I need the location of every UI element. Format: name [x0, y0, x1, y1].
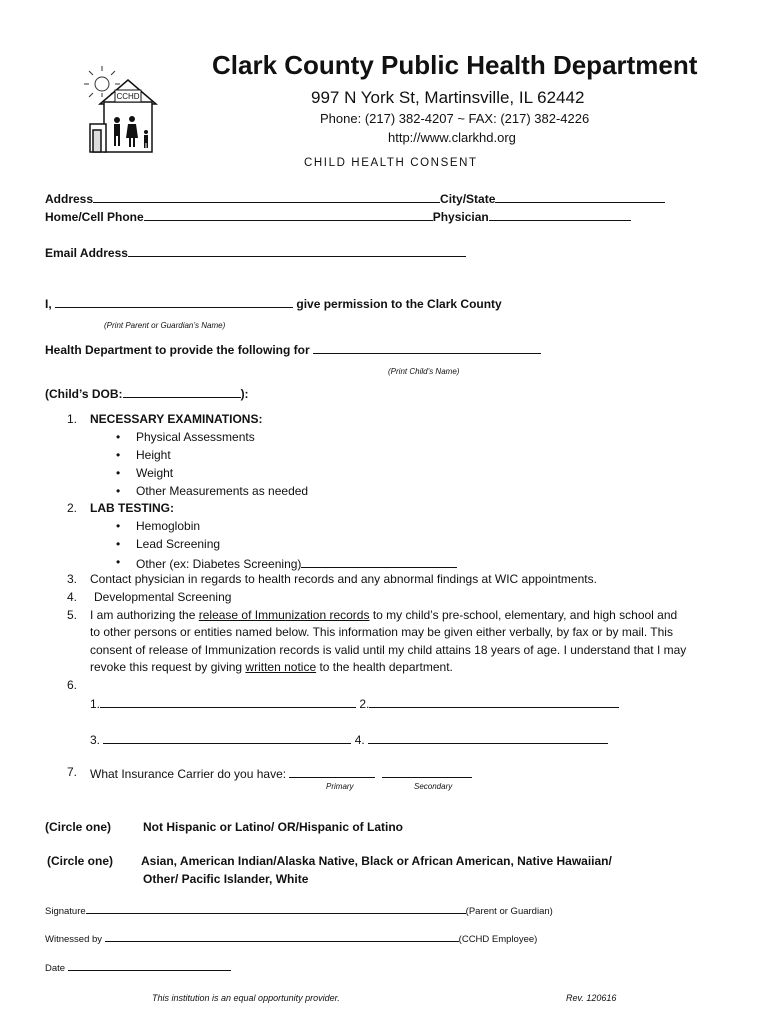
address-label: Address: [45, 192, 94, 206]
item-6-number: 6.: [67, 678, 78, 692]
revision-number: Rev. 120616: [566, 993, 617, 1003]
bullet-icon: •: [116, 484, 121, 498]
exam-item: Other Measurements as needed: [136, 484, 309, 498]
signature-row: [45, 903, 553, 917]
secondary-insurance-field[interactable]: [382, 765, 472, 778]
item-4-text: Developmental Screening: [94, 590, 232, 604]
date-label: Date: [45, 963, 66, 974]
physician-field[interactable]: [489, 208, 631, 221]
email-label: Email Address: [45, 246, 128, 260]
lab-testing-heading: LAB TESTING:: [90, 501, 174, 515]
primary-note: Primary: [326, 782, 354, 791]
page-title: Clark County Public Health Department: [212, 50, 698, 80]
witnessed-label: Witnessed by: [45, 934, 103, 945]
bullet-icon: •: [116, 519, 121, 533]
home-cell-phone-label: Home/Cell Phone: [45, 210, 144, 224]
form-title: CHILD HEALTH CONSENT: [304, 157, 478, 169]
email-row: [45, 244, 466, 260]
item-5-line-4-b: to the health department.: [316, 660, 453, 674]
address-field[interactable]: [93, 190, 440, 203]
insurance-label: What Insurance Carrier do you have:: [90, 767, 287, 781]
recipient-3-number: 3.: [90, 733, 101, 747]
lab-item: Hemoglobin: [136, 519, 201, 533]
lab-item-other-label: Other (ex: Diabetes Screening): [136, 557, 302, 571]
recipient-1-number: 1.: [90, 697, 101, 711]
physician-label: Physician: [432, 210, 489, 224]
child-name-field[interactable]: [313, 341, 541, 354]
item-4-number: 4.: [67, 590, 78, 604]
item-5-line-3: consent of release of Immunization records is valid until my child attains 18 years of age. I understand that I may: [90, 643, 687, 657]
department-address: 997 N York St, Martinsville, IL 62442: [311, 88, 585, 107]
signature-label: Signature: [45, 906, 86, 917]
written-notice-link: written notice: [245, 660, 317, 674]
permission-row: [45, 295, 502, 311]
phone-row: [45, 208, 631, 224]
item-3-text: Contact physician in regards to health records and any abnormal findings at WIC appointments.: [90, 572, 597, 586]
city-state-field[interactable]: [495, 190, 665, 203]
item-7-number: 7.: [67, 765, 78, 779]
exam-item: Physical Assessments: [136, 430, 255, 444]
item-5-text-b: to my child’s pre-school, elementary, and high school and: [369, 608, 678, 622]
child-dob-suffix: ):: [240, 387, 249, 401]
item-1-number: 1.: [67, 412, 78, 426]
recipient-3-field[interactable]: [103, 731, 351, 744]
lab-item-other: [136, 555, 457, 571]
i-label: I,: [45, 297, 52, 311]
bullet-icon: •: [116, 555, 121, 569]
exam-item: Height: [136, 448, 171, 462]
witnessed-row: [45, 931, 537, 945]
ethnicity-options[interactable]: Not Hispanic or Latino/ OR/Hispanic of Latino: [143, 820, 404, 834]
email-field[interactable]: [128, 244, 466, 257]
necessary-exams-heading: NECESSARY EXAMINATIONS:: [90, 412, 263, 426]
health-dept-text: Health Department to provide the following for: [45, 343, 310, 357]
give-permission-text: give permission to the Clark County: [296, 297, 502, 311]
bullet-icon: •: [116, 448, 121, 462]
city-state-label: City/State: [440, 192, 496, 206]
circle-one-label: (Circle one): [47, 854, 114, 868]
recipient-4-number: 4.: [354, 733, 365, 747]
home-cell-phone-field[interactable]: [144, 208, 433, 221]
primary-insurance-field[interactable]: [289, 765, 375, 778]
signature-field[interactable]: [86, 903, 466, 914]
signature-note: (Parent or Guardian): [465, 906, 553, 917]
lab-item: Lead Screening: [136, 537, 221, 551]
witnessed-field[interactable]: [105, 931, 459, 942]
bullet-icon: •: [116, 537, 121, 551]
recipient-1-field[interactable]: [100, 695, 356, 708]
recipient-row-2: [90, 731, 608, 747]
exam-item: Weight: [136, 466, 174, 480]
other-screening-field[interactable]: [301, 555, 457, 568]
item-5-number: 5.: [67, 608, 78, 622]
bullet-icon: •: [116, 466, 121, 480]
equal-opportunity-note: This institution is an equal opportunity provider.: [152, 993, 340, 1003]
item-5-text-a: I am authorizing the: [90, 608, 199, 622]
recipient-2-number: 2.: [359, 697, 370, 711]
recipient-4-field[interactable]: [368, 731, 608, 744]
child-dob-prefix: (Child’s DOB:: [45, 387, 123, 401]
witnessed-note: (CCHD Employee): [458, 934, 538, 945]
item-5-line-4: [90, 660, 453, 674]
child-dob-row: [45, 385, 249, 401]
item-3-number: 3.: [67, 572, 78, 586]
health-dept-row: [45, 341, 541, 357]
print-parent-note: (Print Parent or Guardian’s Name): [104, 321, 226, 330]
race-options-line-1[interactable]: Asian, American Indian/Alaska Native, Black or African American, Native Hawaiian/: [141, 854, 612, 868]
item-5-line-1: [90, 608, 677, 622]
bullet-icon: •: [116, 430, 121, 444]
recipient-row-1: [90, 695, 619, 711]
svg-text:CCHD: CCHD: [116, 92, 140, 101]
secondary-note: Secondary: [414, 782, 453, 791]
release-immunization-records-link: release of Immunization records: [198, 608, 370, 622]
parent-name-field[interactable]: [55, 295, 293, 308]
item-5-line-2: to other persons or entities named below. This information may be given either verbally, by fax or by mail. This: [90, 625, 673, 639]
item-2-number: 2.: [67, 501, 78, 515]
print-child-note: (Print Child’s Name): [388, 367, 460, 376]
race-options-line-2[interactable]: Other/ Pacific Islander, White: [143, 872, 309, 886]
cchd-logo: [80, 66, 170, 156]
child-dob-field[interactable]: [123, 385, 241, 398]
phone-fax: Phone: (217) 382-4207 ~ FAX: (217) 382-4226: [320, 111, 590, 126]
date-row: [45, 960, 231, 974]
website-link[interactable]: http://www.clarkhd.org: [388, 130, 516, 145]
address-row: [45, 190, 665, 206]
recipient-2-field[interactable]: [369, 695, 619, 708]
circle-one-label: (Circle one): [45, 820, 112, 834]
insurance-row: [90, 765, 472, 781]
date-field[interactable]: [68, 960, 231, 971]
item-5-line-4-a: revoke this request by giving: [90, 660, 246, 674]
